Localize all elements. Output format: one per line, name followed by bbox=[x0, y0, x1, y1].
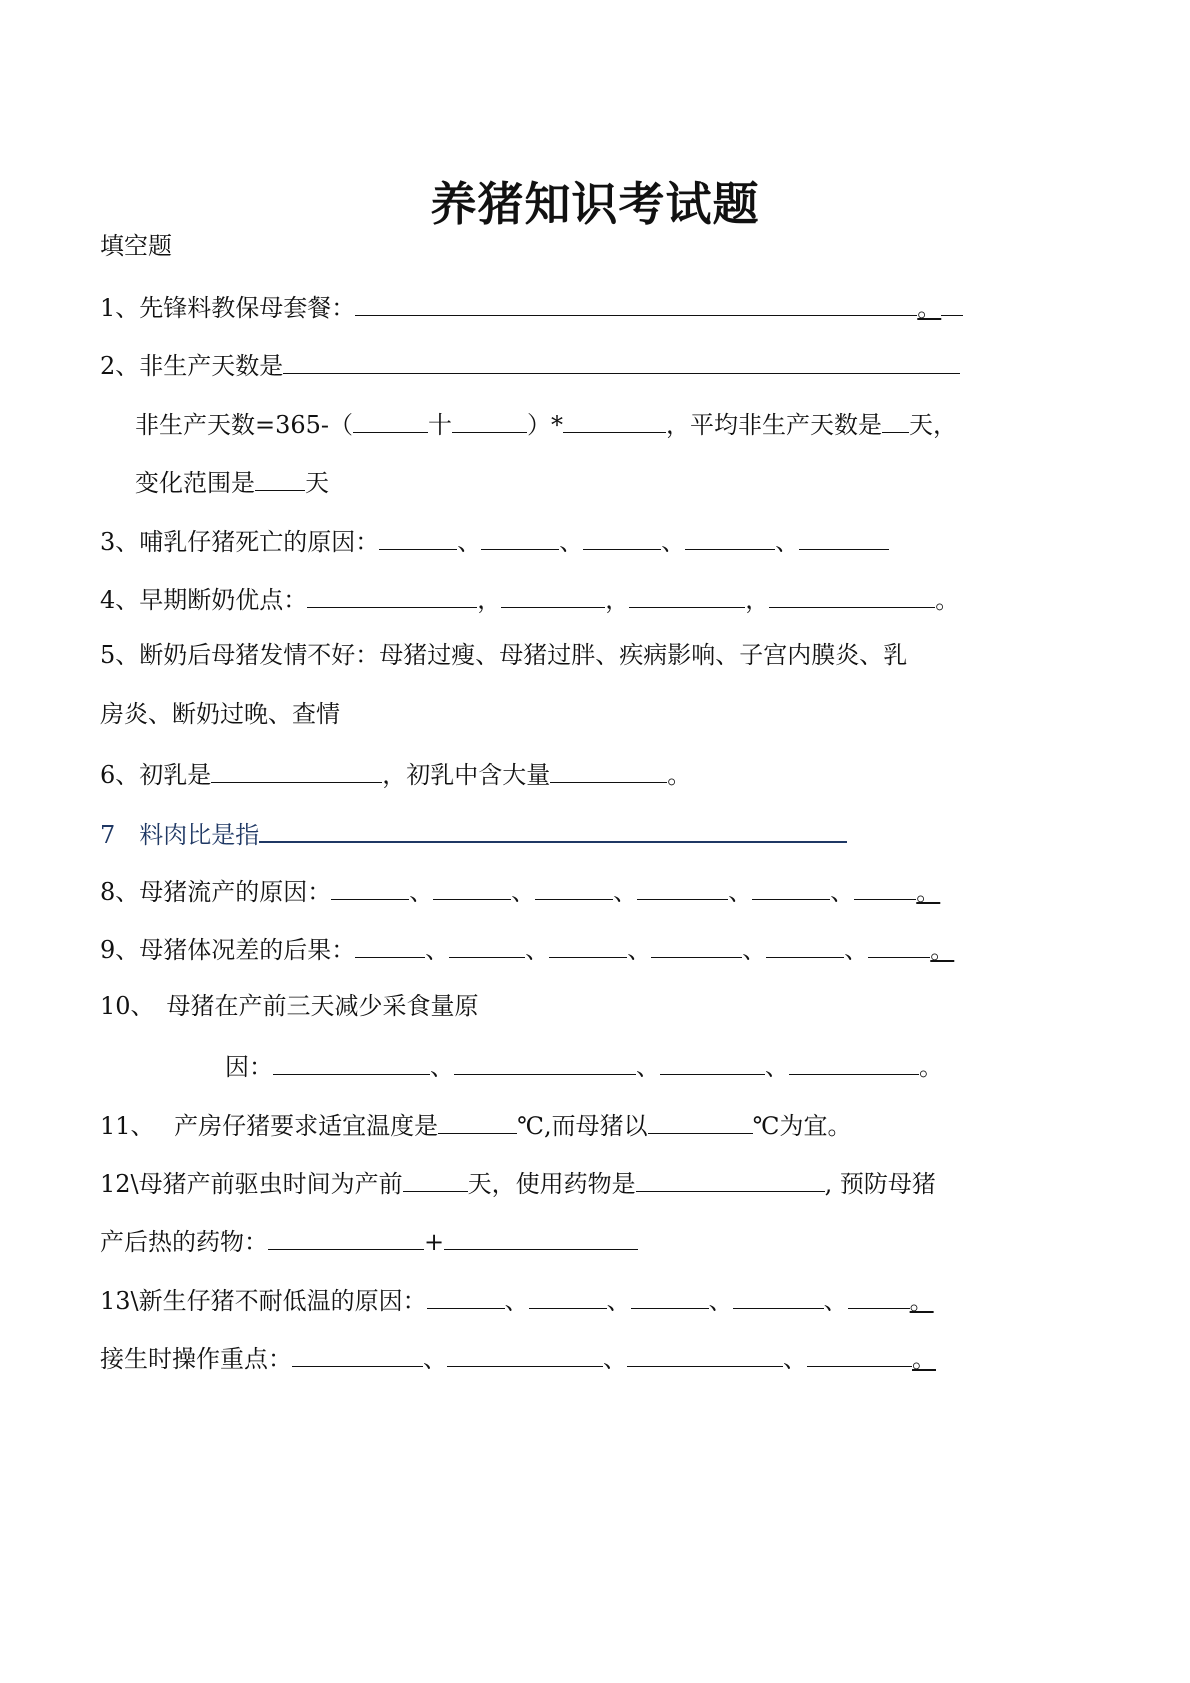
question-text: 、 bbox=[511, 878, 536, 906]
question-text: ，初乳中含大量 bbox=[382, 761, 551, 790]
answer-blank[interactable] bbox=[766, 931, 844, 958]
question-text: 8、母猪流产的原因： bbox=[100, 878, 332, 906]
question-line bbox=[100, 698, 340, 730]
question-text: 、 bbox=[708, 1286, 733, 1315]
question-text: ，平均非生产天数是 bbox=[666, 410, 883, 439]
page-title: 养猪知识考试题 bbox=[430, 177, 760, 231]
answer-blank[interactable] bbox=[255, 464, 305, 491]
question-text: 、 bbox=[504, 1286, 529, 1315]
answer-blank[interactable] bbox=[752, 873, 830, 900]
answer-blank[interactable] bbox=[292, 1340, 423, 1367]
answer-blank[interactable] bbox=[211, 756, 382, 783]
question-text: 10、 母猪在产前三天减少采食量原 bbox=[100, 991, 479, 1020]
question-text: 。 bbox=[919, 1053, 943, 1082]
question-line bbox=[225, 1048, 943, 1080]
question-text: 、 bbox=[425, 936, 450, 965]
question-text: 变化范围是 bbox=[135, 469, 255, 498]
question-text: 、 bbox=[765, 1053, 789, 1082]
answer-blank[interactable] bbox=[868, 931, 930, 958]
answer-blank[interactable] bbox=[452, 406, 527, 433]
question-text: 11、 产房仔猪要求适宜温度是 bbox=[100, 1111, 439, 1140]
question-text: 。 bbox=[916, 878, 941, 906]
question-text: 、 bbox=[430, 1053, 454, 1082]
question-line bbox=[100, 931, 954, 963]
answer-blank[interactable] bbox=[941, 289, 963, 316]
question-line bbox=[135, 464, 329, 496]
answer-blank[interactable] bbox=[438, 1107, 517, 1134]
question-text: 、 bbox=[409, 878, 434, 906]
answer-blank[interactable] bbox=[660, 1048, 765, 1075]
question-text: 、 bbox=[661, 527, 686, 556]
question-text: 6、初乳是 bbox=[100, 761, 212, 790]
question-text: , 预防母猪 bbox=[824, 1170, 936, 1198]
question-line bbox=[135, 406, 957, 438]
answer-blank[interactable] bbox=[769, 581, 935, 608]
question-text: 、 bbox=[606, 1286, 631, 1315]
question-text: ℃,而母猪以 bbox=[517, 1111, 648, 1140]
answer-blank[interactable] bbox=[648, 1107, 753, 1134]
question-text: 天， bbox=[909, 410, 958, 439]
answer-blank[interactable] bbox=[307, 581, 477, 608]
question-text: 、 bbox=[559, 527, 584, 556]
question-line bbox=[100, 815, 847, 847]
question-text: + bbox=[424, 1228, 445, 1257]
question-text: 9、母猪体况差的后果： bbox=[100, 936, 356, 965]
question-line bbox=[100, 990, 479, 1022]
answer-blank[interactable] bbox=[268, 1223, 424, 1250]
answer-blank[interactable] bbox=[433, 873, 511, 900]
question-text: ， bbox=[745, 586, 770, 614]
answer-blank[interactable] bbox=[403, 1165, 468, 1192]
answer-blank[interactable] bbox=[807, 1340, 912, 1367]
question-text: 。 bbox=[909, 1286, 934, 1315]
question-line bbox=[100, 1282, 934, 1314]
question-text: 、 bbox=[627, 936, 652, 965]
question-text: 4、早期断奶优点： bbox=[100, 586, 308, 614]
answer-blank[interactable] bbox=[629, 581, 745, 608]
answer-blank[interactable] bbox=[501, 581, 605, 608]
question-text: 十 bbox=[428, 410, 453, 439]
answer-blank[interactable] bbox=[449, 931, 525, 958]
answer-blank[interactable] bbox=[444, 1223, 638, 1250]
question-line bbox=[100, 581, 959, 613]
answer-blank[interactable] bbox=[353, 406, 428, 433]
question-text: 12\母猪产前驱虫时间为产前 bbox=[100, 1170, 403, 1198]
answer-blank[interactable] bbox=[379, 523, 457, 550]
question-line bbox=[100, 756, 691, 788]
answer-blank[interactable] bbox=[447, 1340, 603, 1367]
question-text: 、 bbox=[742, 936, 767, 965]
question-text: ， bbox=[605, 586, 630, 614]
answer-blank[interactable] bbox=[882, 406, 909, 433]
question-text: 、 bbox=[830, 878, 855, 906]
question-text: ℃为宜。 bbox=[752, 1111, 852, 1140]
question-text: 房炎、断奶过晚、查情 bbox=[100, 699, 340, 728]
question-text: 。 bbox=[917, 294, 942, 322]
answer-blank[interactable] bbox=[427, 1282, 505, 1309]
question-line bbox=[100, 289, 963, 321]
answer-blank[interactable] bbox=[848, 1282, 910, 1309]
answer-blank[interactable] bbox=[789, 1048, 919, 1075]
question-text: 产后热的药物： bbox=[100, 1228, 268, 1257]
answer-blank[interactable] bbox=[355, 289, 917, 316]
question-text: 、 bbox=[775, 527, 800, 556]
answer-blank[interactable] bbox=[549, 931, 627, 958]
answer-blank[interactable] bbox=[583, 523, 661, 550]
answer-blank[interactable] bbox=[273, 1048, 430, 1075]
question-text: 。 bbox=[912, 1345, 936, 1374]
question-text: 、 bbox=[844, 936, 869, 965]
answer-blank[interactable] bbox=[535, 873, 613, 900]
question-line bbox=[100, 873, 940, 905]
answer-blank[interactable] bbox=[685, 523, 775, 550]
question-line bbox=[100, 639, 907, 671]
question-text: 因： bbox=[225, 1053, 273, 1082]
answer-blank[interactable] bbox=[454, 1048, 636, 1075]
answer-blank[interactable] bbox=[550, 756, 667, 783]
answer-blank[interactable] bbox=[355, 931, 425, 958]
answer-blank[interactable] bbox=[854, 873, 916, 900]
question-line bbox=[100, 523, 889, 555]
question-text: 、 bbox=[525, 936, 550, 965]
answer-blank[interactable] bbox=[631, 1282, 709, 1309]
question-text: ， bbox=[477, 586, 502, 614]
question-text: 1、先锋料教保母套餐： bbox=[100, 294, 356, 322]
answer-blank[interactable] bbox=[733, 1282, 824, 1309]
question-line bbox=[100, 1107, 852, 1139]
answer-blank[interactable] bbox=[481, 523, 559, 550]
answer-blank[interactable] bbox=[259, 815, 847, 843]
answer-blank[interactable] bbox=[636, 1165, 825, 1192]
question-text: 接生时操作重点： bbox=[100, 1345, 292, 1374]
question-line bbox=[100, 1165, 936, 1197]
question-text: 天，使用药物是 bbox=[467, 1170, 636, 1198]
answer-blank[interactable] bbox=[637, 873, 728, 900]
answer-blank[interactable] bbox=[331, 873, 409, 900]
question-text: 、 bbox=[823, 1286, 848, 1315]
question-text: 。 bbox=[667, 761, 692, 790]
question-line bbox=[100, 1223, 638, 1255]
question-text: 7 料肉比是指 bbox=[100, 820, 260, 849]
answer-blank[interactable] bbox=[563, 406, 666, 433]
question-text: 、 bbox=[636, 1053, 660, 1082]
answer-blank[interactable] bbox=[529, 1282, 607, 1309]
answer-blank[interactable] bbox=[283, 347, 960, 374]
question-text: 。 bbox=[930, 936, 955, 965]
question-text: 天 bbox=[305, 469, 329, 498]
question-line bbox=[100, 347, 960, 379]
question-text: 非生产天数=365-（ bbox=[135, 410, 354, 439]
question-text: 、 bbox=[423, 1345, 447, 1374]
question-text: 、 bbox=[603, 1345, 627, 1374]
answer-blank[interactable] bbox=[627, 1340, 783, 1367]
question-text: 13\新生仔猪不耐低温的原因： bbox=[100, 1286, 427, 1315]
question-text: 、 bbox=[728, 878, 753, 906]
answer-blank[interactable] bbox=[799, 523, 889, 550]
question-line bbox=[100, 1340, 936, 1372]
question-text: 3、哺乳仔猪死亡的原因： bbox=[100, 527, 380, 556]
question-text: ）* bbox=[527, 410, 564, 439]
question-text: 5、断奶后母猪发情不好：母猪过瘦、母猪过胖、疾病影响、子宫内膜炎、乳 bbox=[100, 641, 908, 670]
question-text: 、 bbox=[457, 527, 482, 556]
question-text: 、 bbox=[783, 1345, 807, 1374]
answer-blank[interactable] bbox=[651, 931, 742, 958]
question-text: 。 bbox=[935, 586, 960, 614]
question-text: 2、非生产天数是 bbox=[100, 352, 284, 381]
question-text: 、 bbox=[613, 878, 638, 906]
section-heading: 填空题 bbox=[100, 232, 172, 260]
